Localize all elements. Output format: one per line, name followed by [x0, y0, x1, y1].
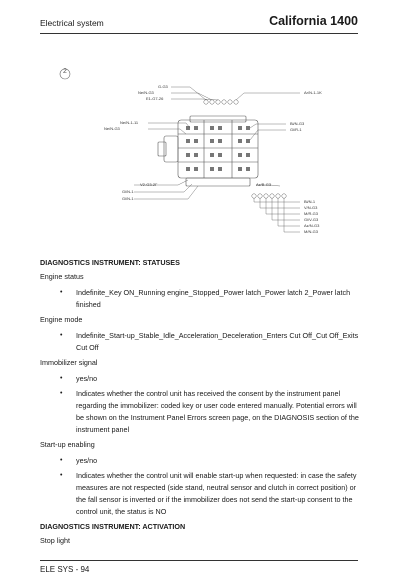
list-item-text: Indicates whether the control unit will enable start-up when requested: in case the safety measures are not respected (side stand, neutral sensor and clutch in correct position) or the fall sensor is inverted or if the immobilizer does not send the start-up consent to the control unit, the status is NO — [76, 471, 357, 516]
bullet-icon: • — [60, 375, 63, 382]
engine-mode-label: Engine mode — [40, 315, 83, 324]
bullet-icon: • — [60, 457, 63, 464]
wire-label: Az/N-G3 — [304, 223, 320, 228]
startup-label: Start-up enabling — [40, 440, 95, 449]
bullet-icon: • — [60, 332, 63, 339]
stop-light-label: Stop light — [40, 536, 70, 545]
list-item-text: yes/no — [76, 456, 98, 465]
wire-label: Gi/R-1 — [290, 127, 302, 132]
page-number: ELE SYS - 94 — [40, 565, 90, 574]
list-item — [40, 455, 360, 467]
wire-label: V2-G3-2Γ — [140, 182, 158, 187]
bullet-icon: • — [60, 390, 63, 397]
wire-label: Gi/V-G3 — [304, 217, 319, 222]
diagram-ref-number: 2 — [63, 68, 67, 75]
wire-label: Bi/N-1 — [304, 199, 316, 204]
top-wire-terminals — [204, 100, 238, 104]
list-item — [40, 388, 360, 436]
wire-label: M/N-G3 — [304, 229, 318, 234]
wire-label: M/R-G3 — [304, 211, 318, 216]
list-item-text: Indicates whether the control unit has received the consent by the instrument panel regarding the immobilizer: coded key or user code entered manually. Potential errors will be shown on the Instrument Panel Errors screen page, on the DIAGNOSIS section of the instrument panel — [76, 389, 359, 434]
wire-label: G-G3 — [158, 84, 168, 89]
list-item — [40, 330, 360, 354]
connector-pins — [186, 126, 250, 171]
section-title: Electrical system — [40, 18, 104, 28]
footer-divider — [40, 560, 358, 561]
engine-status-list — [40, 287, 360, 311]
wire-label: Ar/N-1-1K — [304, 90, 322, 95]
wire-label: Gi/N-1 — [122, 189, 134, 194]
engine-status-label: Engine status — [40, 272, 84, 281]
connector-body — [158, 116, 258, 186]
immobilizer-label: Immobilizer signal — [40, 358, 98, 367]
list-item — [40, 287, 360, 311]
list-item-text: Indefinite_Start-up_Stable_Idle_Acceleration_Deceleration_Enters Cut Off_Cut Off_Exits Cut Off — [76, 331, 359, 352]
bullet-icon: • — [60, 289, 63, 296]
wire-label: Ne/N-G3 — [138, 90, 154, 95]
wire-label: Ne/N-G3 — [104, 126, 120, 131]
engine-mode-list — [40, 330, 360, 354]
list-item-text: Indefinite_Key ON_Running engine_Stopped_Power latch_Power latch 2_Power latch finished — [76, 288, 351, 309]
list-item — [40, 470, 360, 518]
model-title: California 1400 — [269, 14, 358, 28]
header-divider — [40, 33, 358, 34]
page-body — [40, 257, 360, 547]
wire-label: V/N-G3 — [304, 205, 318, 210]
list-item — [40, 373, 360, 385]
wire-label: Az/B-G3 — [256, 182, 272, 187]
bullet-icon: • — [60, 472, 63, 479]
startup-list — [40, 455, 360, 518]
connector-wiring-diagram — [40, 62, 358, 248]
wire-label: E1-G7-26 — [146, 96, 164, 101]
wire-label: Ne/N-1-11 — [120, 120, 139, 125]
list-item-text: yes/no — [76, 374, 98, 383]
bottom-wire-terminals — [252, 194, 286, 198]
wire-label: Gi/N-1 — [122, 196, 134, 201]
activation-heading: DIAGNOSTICS INSTRUMENT: ACTIVATION — [40, 522, 186, 531]
statuses-heading: DIAGNOSTICS INSTRUMENT: STATUSES — [40, 258, 180, 267]
wire-label: Bi/N-G3 — [290, 121, 305, 126]
immobilizer-list — [40, 373, 360, 436]
